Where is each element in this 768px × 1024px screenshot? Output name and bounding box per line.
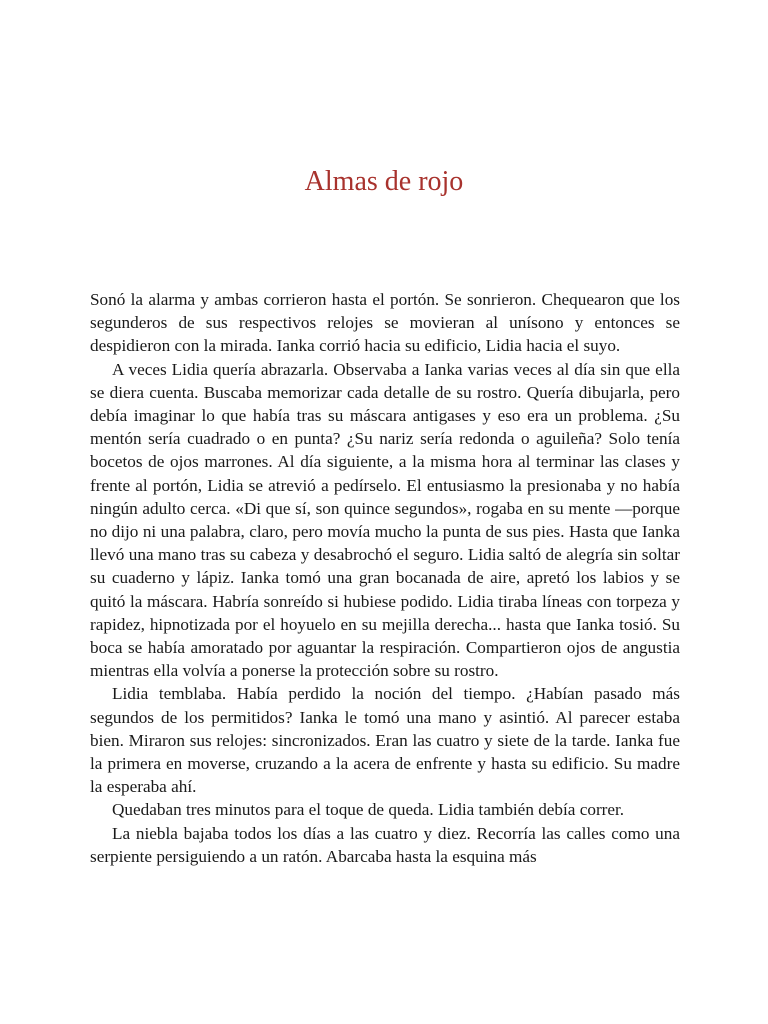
paragraph-1: Sonó la alarma y ambas corrieron hasta el portón. Se sonrieron. Chequearon que los segunderos de sus respectivos relojes se movieran al unísono y entonces se despidieron con la mirada. Ianka corrió hacia su edificio, Lidia hacia el suyo. [90, 290, 680, 356]
page-title: Almas de rojo [304, 166, 464, 197]
paragraph-4: Quedaban tres minutos para el toque de queda. Lidia también debía correr. [112, 800, 625, 820]
paragraph-5: La niebla bajaba todos los días a las cuatro y diez. Recorría las calles como una serpiente persiguiendo a un ratón. Abarcaba hasta la esquina más [90, 823, 680, 866]
body-text [90, 288, 680, 868]
paragraph-3: Lidia temblaba. Había perdido la noción del tiempo. ¿Habían pasado más segundos de los permitidos? Ianka le tomó una mano y asintió. Al parecer estaba bien. Miraron sus relojes: sincronizados. Eran las cuatro y siete de la tarde. Ianka fue la primera en moverse, cruzando a la acera de enfrente y hasta su edificio. Su madre la esperaba ahí. [90, 684, 680, 797]
paragraph-2: A veces Lidia quería abrazarla. Observaba a Ianka varias veces al día sin que ella se diera cuenta. Buscaba memorizar cada detalle de su rostro. Quería dibujarla, pero debía imaginar lo que había tras su máscara antigases y eso era un problema. ¿Su mentón sería cuadrado o en punta? ¿Su nariz sería redonda o aguileña? Solo tenía bocetos de ojos marrones. Al día siguiente, a la misma hora al terminar las clases y frente al portón, Lidia se atrevió a pedírselo. El entusiasmo la presionaba y no había ningún adulto cerca. «Di que sí, son quince segundos», rogaba en su mente —porque no dijo ni una palabra, claro, pero movía mucho la punta de sus pies. Hasta que Ianka llevó una mano tras su cabeza y desabrochó el seguro. Lidia saltó de alegría sin soltar su cuaderno y lápiz. Ianka tomó una gran bocanada de aire, apretó los labios y se quitó la máscara. Habría sonreído si hubiese podido. Lidia tiraba líneas con torpeza y rapidez, hipnotizada por el hoyuelo en su mejilla derecha... hasta que Ianka tosió. Su boca se había amoratado por aguantar la respiración. Compartieron ojos de angustia mientras ella volvía a ponerse la protección sobre su rostro. [90, 359, 680, 681]
